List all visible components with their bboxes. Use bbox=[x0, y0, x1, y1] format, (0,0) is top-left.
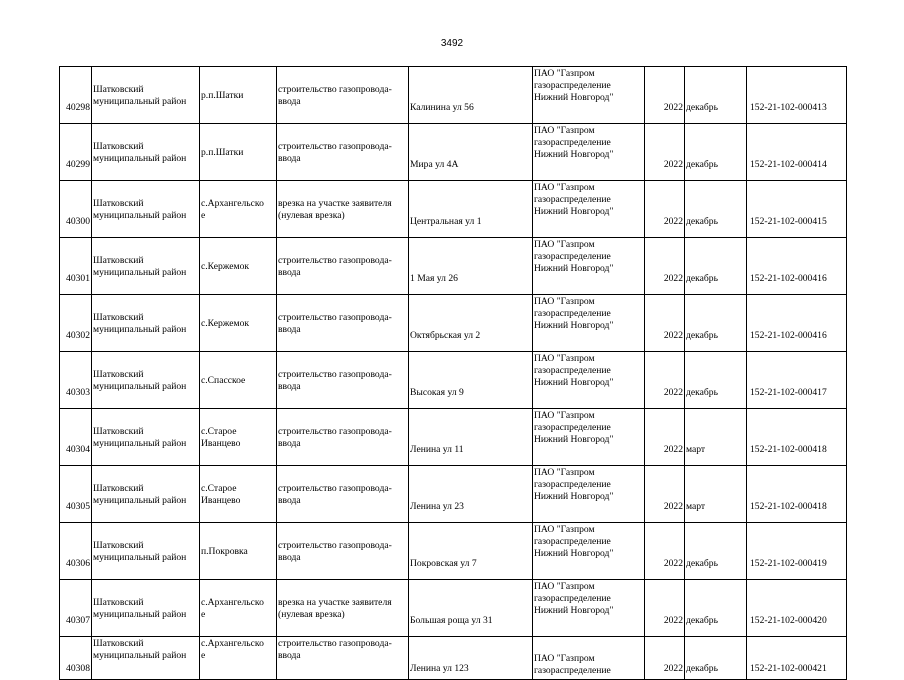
year-cell bbox=[645, 580, 685, 637]
address-text: Калинина ул 56 bbox=[410, 102, 474, 113]
code-text: 152-21-102-000416 bbox=[750, 273, 827, 284]
settlement-cell bbox=[200, 295, 277, 352]
work-1-text: строительство газопровода- bbox=[278, 140, 392, 152]
year-text: 2022 bbox=[663, 273, 683, 284]
code-cell bbox=[747, 580, 847, 637]
district-1-text: Шатковский bbox=[93, 425, 144, 437]
district-2-text: муниципальный район bbox=[93, 209, 187, 221]
page-number: 3492 bbox=[440, 38, 464, 49]
code-text: 152-21-102-000418 bbox=[750, 444, 827, 455]
address-cell bbox=[409, 523, 533, 580]
org-2-text: газораспределение bbox=[534, 479, 611, 490]
org-1-text: ПАО "Газпром bbox=[534, 653, 595, 664]
year-cell bbox=[645, 409, 685, 466]
work-1-text: строительство газопровода- bbox=[278, 254, 392, 266]
month-text: декабрь bbox=[686, 558, 718, 569]
table-row bbox=[60, 181, 847, 238]
work-2-text: ввода bbox=[278, 323, 301, 335]
num-text: 40301 bbox=[66, 273, 90, 284]
org-1-text: ПАО "Газпром bbox=[534, 410, 595, 421]
settlement-1-text: с.Архангельско bbox=[201, 596, 264, 608]
settlement-1-text: р.п.Шатки bbox=[201, 146, 244, 158]
district-2-text: муниципальный район bbox=[93, 650, 187, 661]
district-1-text: Шатковский bbox=[93, 638, 144, 649]
month-text: декабрь bbox=[686, 159, 718, 170]
district-1-text: Шатковский bbox=[93, 482, 144, 494]
table-row bbox=[60, 67, 847, 124]
address-cell bbox=[409, 67, 533, 124]
district-2-text: муниципальный район bbox=[93, 323, 187, 335]
address-text: 1 Мая ул 26 bbox=[410, 273, 458, 284]
year-text: 2022 bbox=[663, 558, 683, 569]
org-2-text: газораспределение bbox=[534, 422, 611, 433]
code-text: 152-21-102-000420 bbox=[750, 615, 827, 626]
row-number bbox=[60, 124, 92, 181]
work-type-cell bbox=[277, 409, 409, 466]
table-row bbox=[60, 238, 847, 295]
organization-cell bbox=[533, 238, 645, 295]
year-cell bbox=[645, 637, 685, 680]
table-row bbox=[60, 295, 847, 352]
month-text: декабрь bbox=[686, 387, 718, 398]
org-3-text: Нижний Новгород" bbox=[534, 206, 614, 217]
work-1-text: строительство газопровода- bbox=[278, 482, 392, 494]
district-2-text: муниципальный район bbox=[93, 380, 187, 392]
year-text: 2022 bbox=[663, 216, 683, 227]
work-2-text: ввода bbox=[278, 650, 301, 661]
settlement-cell bbox=[200, 238, 277, 295]
work-type-cell bbox=[277, 580, 409, 637]
work-type-cell bbox=[277, 181, 409, 238]
district-1-text: Шатковский bbox=[93, 311, 144, 323]
work-type-cell bbox=[277, 295, 409, 352]
settlement-1-text: с.Спасское bbox=[201, 374, 246, 386]
year-text: 2022 bbox=[663, 444, 683, 455]
work-type-cell bbox=[277, 352, 409, 409]
district-cell bbox=[92, 67, 200, 124]
year-cell bbox=[645, 238, 685, 295]
address-text: Ленина ул 23 bbox=[410, 501, 464, 512]
row-number bbox=[60, 295, 92, 352]
organization-cell bbox=[533, 637, 645, 680]
code-text: 152-21-102-000415 bbox=[750, 216, 827, 227]
code-cell bbox=[747, 124, 847, 181]
address-text: Большая роща ул 31 bbox=[410, 615, 493, 626]
district-1-text: Шатковский bbox=[93, 368, 144, 380]
year-cell bbox=[645, 181, 685, 238]
organization-cell bbox=[533, 409, 645, 466]
code-cell bbox=[747, 181, 847, 238]
org-3-text: Нижний Новгород" bbox=[534, 434, 614, 445]
row-number bbox=[60, 523, 92, 580]
table-body bbox=[60, 67, 847, 680]
num-text: 40307 bbox=[66, 615, 90, 626]
settlement-cell bbox=[200, 124, 277, 181]
num-text: 40298 bbox=[66, 102, 90, 113]
year-cell bbox=[645, 67, 685, 124]
address-text: Октябрьская ул 2 bbox=[410, 330, 481, 341]
settlement-1-text: п.Покровка bbox=[201, 545, 248, 557]
work-1-text: врезка на участке заявителя bbox=[278, 197, 392, 209]
organization-cell bbox=[533, 295, 645, 352]
settlement-2-text: е bbox=[201, 209, 206, 221]
district-cell bbox=[92, 295, 200, 352]
work-type-cell bbox=[277, 124, 409, 181]
organization-cell bbox=[533, 523, 645, 580]
district-2-text: муниципальный район bbox=[93, 551, 187, 563]
district-2-text: муниципальный район bbox=[93, 608, 187, 620]
month-text: декабрь bbox=[686, 102, 718, 113]
settlement-cell bbox=[200, 466, 277, 523]
address-cell bbox=[409, 124, 533, 181]
org-3-text: Нижний Новгород" bbox=[534, 92, 614, 103]
month-cell bbox=[685, 409, 747, 466]
settlement-1-text: с.Кержемок bbox=[201, 260, 250, 272]
work-2-text: (нулевая врезка) bbox=[278, 608, 345, 620]
work-2-text: ввода bbox=[278, 95, 301, 107]
district-2-text: муниципальный район bbox=[93, 95, 187, 107]
table-row bbox=[60, 352, 847, 409]
month-cell bbox=[685, 124, 747, 181]
code-text: 152-21-102-000417 bbox=[750, 387, 827, 398]
district-cell bbox=[92, 124, 200, 181]
row-number bbox=[60, 238, 92, 295]
address-cell bbox=[409, 352, 533, 409]
work-type-cell bbox=[277, 67, 409, 124]
work-type-cell bbox=[277, 238, 409, 295]
table-row bbox=[60, 466, 847, 523]
organization-cell bbox=[533, 352, 645, 409]
address-cell bbox=[409, 181, 533, 238]
settlement-cell bbox=[200, 580, 277, 637]
address-cell bbox=[409, 295, 533, 352]
code-cell bbox=[747, 466, 847, 523]
settlement-2-text: Иванцево bbox=[201, 437, 241, 449]
year-cell bbox=[645, 124, 685, 181]
work-1-text: строительство газопровода- bbox=[278, 425, 392, 437]
work-2-text: ввода bbox=[278, 437, 301, 449]
work-2-text: ввода bbox=[278, 380, 301, 392]
org-1-text: ПАО "Газпром bbox=[534, 125, 595, 136]
code-text: 152-21-102-000418 bbox=[750, 501, 827, 512]
settlement-1-text: с.Старое bbox=[201, 425, 237, 437]
year-text: 2022 bbox=[663, 663, 683, 674]
address-text: Покровская ул 7 bbox=[410, 558, 477, 569]
district-2-text: муниципальный район bbox=[93, 152, 187, 164]
month-cell bbox=[685, 295, 747, 352]
address-text: Ленина ул 11 bbox=[410, 444, 464, 455]
district-cell bbox=[92, 466, 200, 523]
work-2-text: ввода bbox=[278, 551, 301, 563]
month-cell bbox=[685, 67, 747, 124]
code-text: 152-21-102-000414 bbox=[750, 159, 827, 170]
month-text: декабрь bbox=[686, 273, 718, 284]
year-text: 2022 bbox=[663, 102, 683, 113]
org-1-text: ПАО "Газпром bbox=[534, 467, 595, 478]
code-text: 152-21-102-000413 bbox=[750, 102, 827, 113]
month-text: декабрь bbox=[686, 615, 718, 626]
settlement-2-text: Иванцево bbox=[201, 494, 241, 506]
work-1-text: строительство газопровода- bbox=[278, 83, 392, 95]
org-3-text: Нижний Новгород" bbox=[534, 149, 614, 160]
org-2-text: газораспределение bbox=[534, 665, 611, 676]
district-2-text: муниципальный район bbox=[93, 266, 187, 278]
address-text: Мира ул 4А bbox=[410, 159, 459, 170]
month-cell bbox=[685, 523, 747, 580]
settlement-cell bbox=[200, 637, 277, 680]
work-type-cell bbox=[277, 523, 409, 580]
num-text: 40306 bbox=[66, 558, 90, 569]
settlement-1-text: с.Архангельско bbox=[201, 638, 264, 649]
num-text: 40305 bbox=[66, 501, 90, 512]
settlement-1-text: с.Архангельско bbox=[201, 197, 264, 209]
table-row bbox=[60, 124, 847, 181]
district-cell bbox=[92, 181, 200, 238]
code-cell bbox=[747, 295, 847, 352]
year-cell bbox=[645, 466, 685, 523]
row-number bbox=[60, 466, 92, 523]
district-cell bbox=[92, 523, 200, 580]
org-1-text: ПАО "Газпром bbox=[534, 68, 595, 79]
code-cell bbox=[747, 352, 847, 409]
organization-cell bbox=[533, 466, 645, 523]
month-text: декабрь bbox=[686, 663, 718, 674]
code-text: 152-21-102-000421 bbox=[750, 663, 827, 674]
code-cell bbox=[747, 637, 847, 680]
org-1-text: ПАО "Газпром bbox=[534, 524, 595, 535]
organization-cell bbox=[533, 67, 645, 124]
work-1-text: строительство газопровода- bbox=[278, 539, 392, 551]
org-3-text: Нижний Новгород" bbox=[534, 491, 614, 502]
row-number bbox=[60, 67, 92, 124]
month-cell bbox=[685, 637, 747, 680]
district-cell bbox=[92, 352, 200, 409]
settlement-cell bbox=[200, 67, 277, 124]
year-text: 2022 bbox=[663, 615, 683, 626]
org-1-text: ПАО "Газпром bbox=[534, 353, 595, 364]
year-cell bbox=[645, 523, 685, 580]
district-cell bbox=[92, 409, 200, 466]
row-number bbox=[60, 580, 92, 637]
work-type-cell bbox=[277, 637, 409, 680]
settlement-1-text: р.п.Шатки bbox=[201, 89, 244, 101]
district-1-text: Шатковский bbox=[93, 539, 144, 551]
org-1-text: ПАО "Газпром bbox=[534, 239, 595, 250]
org-3-text: Нижний Новгород" bbox=[534, 605, 614, 616]
row-number bbox=[60, 409, 92, 466]
district-1-text: Шатковский bbox=[93, 197, 144, 209]
year-text: 2022 bbox=[663, 501, 683, 512]
work-2-text: ввода bbox=[278, 494, 301, 506]
org-2-text: газораспределение bbox=[534, 308, 611, 319]
address-text: Ленина ул 123 bbox=[410, 663, 469, 674]
row-number bbox=[60, 181, 92, 238]
num-text: 40303 bbox=[66, 387, 90, 398]
settlement-2-text: е bbox=[201, 650, 206, 661]
address-cell bbox=[409, 580, 533, 637]
settlement-cell bbox=[200, 409, 277, 466]
org-3-text: Нижний Новгород" bbox=[534, 548, 614, 559]
num-text: 40308 bbox=[66, 663, 90, 674]
organization-cell bbox=[533, 181, 645, 238]
year-cell bbox=[645, 352, 685, 409]
month-text: декабрь bbox=[686, 330, 718, 341]
code-text: 152-21-102-000416 bbox=[750, 330, 827, 341]
month-text: март bbox=[686, 501, 706, 512]
settlement-cell bbox=[200, 523, 277, 580]
work-type-cell bbox=[277, 466, 409, 523]
org-1-text: ПАО "Газпром bbox=[534, 581, 595, 592]
work-1-text: строительство газопровода- bbox=[278, 368, 392, 380]
org-2-text: газораспределение bbox=[534, 194, 611, 205]
district-cell bbox=[92, 637, 200, 680]
org-2-text: газораспределение bbox=[534, 536, 611, 547]
org-1-text: ПАО "Газпром bbox=[534, 296, 595, 307]
table-row bbox=[60, 580, 847, 637]
organization-cell bbox=[533, 580, 645, 637]
org-3-text: Нижний Новгород" bbox=[534, 377, 614, 388]
settlement-cell bbox=[200, 352, 277, 409]
address-cell bbox=[409, 637, 533, 680]
row-number bbox=[60, 352, 92, 409]
work-2-text: (нулевая врезка) bbox=[278, 209, 345, 221]
work-1-text: врезка на участке заявителя bbox=[278, 596, 392, 608]
district-1-text: Шатковский bbox=[93, 140, 144, 152]
code-cell bbox=[747, 238, 847, 295]
address-cell bbox=[409, 238, 533, 295]
org-2-text: газораспределение bbox=[534, 80, 611, 91]
month-text: декабрь bbox=[686, 216, 718, 227]
district-1-text: Шатковский bbox=[93, 83, 144, 95]
district-cell bbox=[92, 238, 200, 295]
settlement-2-text: е bbox=[201, 608, 206, 620]
settlement-1-text: с.Кержемок bbox=[201, 317, 250, 329]
month-text: март bbox=[686, 444, 706, 455]
code-text: 152-21-102-000419 bbox=[750, 558, 827, 569]
address-cell bbox=[409, 466, 533, 523]
organization-cell bbox=[533, 124, 645, 181]
work-2-text: ввода bbox=[278, 152, 301, 164]
num-text: 40304 bbox=[66, 444, 90, 455]
num-text: 40299 bbox=[66, 159, 90, 170]
org-3-text: Нижний Новгород" bbox=[534, 263, 614, 274]
year-cell bbox=[645, 295, 685, 352]
month-cell bbox=[685, 181, 747, 238]
district-1-text: Шатковский bbox=[93, 254, 144, 266]
code-cell bbox=[747, 523, 847, 580]
org-3-text: Нижний Новгород" bbox=[534, 320, 614, 331]
district-2-text: муниципальный район bbox=[93, 437, 187, 449]
num-text: 40300 bbox=[66, 216, 90, 227]
settlement-1-text: с.Старое bbox=[201, 482, 237, 494]
work-1-text: строительство газопровода- bbox=[278, 638, 392, 649]
register-table bbox=[59, 66, 847, 680]
district-cell bbox=[92, 580, 200, 637]
year-text: 2022 bbox=[663, 387, 683, 398]
table-row bbox=[60, 523, 847, 580]
org-2-text: газораспределение bbox=[534, 593, 611, 604]
district-2-text: муниципальный район bbox=[93, 494, 187, 506]
district-1-text: Шатковский bbox=[93, 596, 144, 608]
month-cell bbox=[685, 352, 747, 409]
work-1-text: строительство газопровода- bbox=[278, 311, 392, 323]
org-2-text: газораспределение bbox=[534, 251, 611, 262]
table-row bbox=[60, 409, 847, 466]
month-cell bbox=[685, 580, 747, 637]
code-cell bbox=[747, 409, 847, 466]
org-2-text: газораспределение bbox=[534, 365, 611, 376]
org-2-text: газораспределение bbox=[534, 137, 611, 148]
year-text: 2022 bbox=[663, 330, 683, 341]
org-1-text: ПАО "Газпром bbox=[534, 182, 595, 193]
month-cell bbox=[685, 466, 747, 523]
table-row bbox=[60, 637, 847, 680]
year-text: 2022 bbox=[663, 159, 683, 170]
address-cell bbox=[409, 409, 533, 466]
row-number bbox=[60, 637, 92, 680]
num-text: 40302 bbox=[66, 330, 90, 341]
address-text: Высокая ул 9 bbox=[410, 387, 464, 398]
work-2-text: ввода bbox=[278, 266, 301, 278]
month-cell bbox=[685, 238, 747, 295]
address-text: Центральная ул 1 bbox=[410, 216, 482, 227]
code-cell bbox=[747, 67, 847, 124]
settlement-cell bbox=[200, 181, 277, 238]
